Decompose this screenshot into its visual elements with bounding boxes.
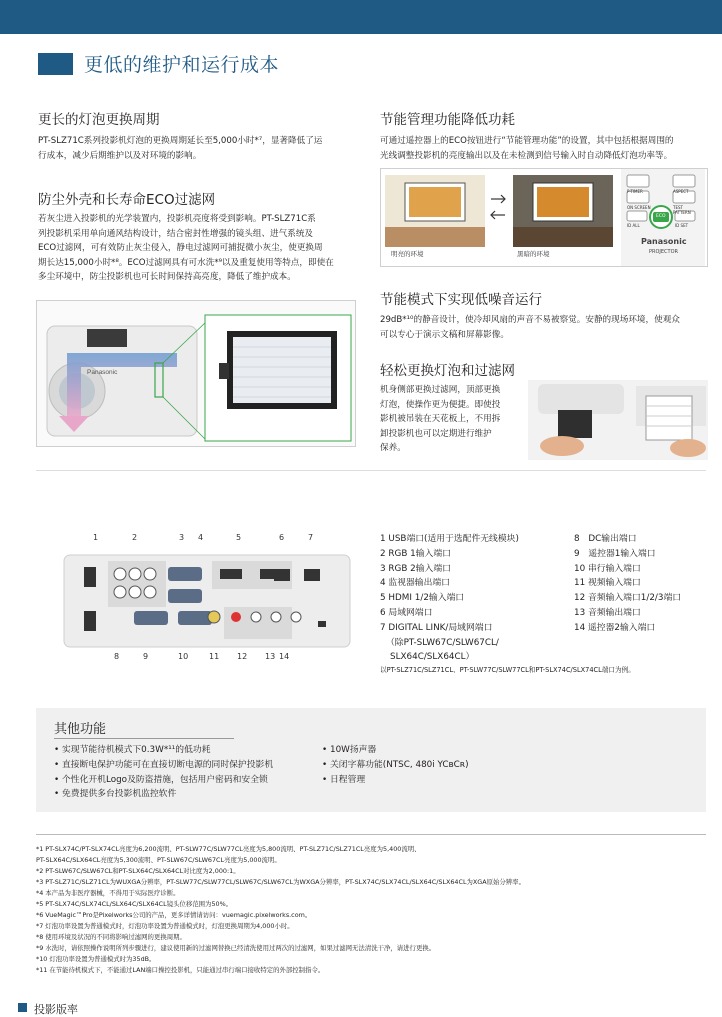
terminal-item: 5 HDMI 1/2输入端口 <box>380 593 465 604</box>
dust-line: 多尘环境中，防尘投影机也可长时间保持高亮度，降低了维护成本。 <box>38 272 296 283</box>
dust-filter-illustration <box>36 300 356 447</box>
terminal-item: SLX64C/SLX64CL） <box>390 652 475 663</box>
replace-line: 保养。 <box>380 443 406 454</box>
terminal-item: 2 RGB 1输入端口 <box>380 548 451 559</box>
dust-line: 列投影机采用单向通风结构设计，结合密封性增强的镜头组、进气系统及 <box>38 228 314 239</box>
terminal-list-left <box>380 532 519 665</box>
caption-dark: 黑暗的环境 <box>517 250 550 258</box>
lamp-heading: 更长的灯泡更换周期 <box>38 112 160 128</box>
feature-item: • 10W扬声器 <box>322 745 377 755</box>
noise-line: 29dB*¹⁰的静音设计，使冷却风扇的声音不易被察觉。安静的现场环境，使观众 <box>380 315 680 325</box>
terminal-panel <box>60 527 372 662</box>
footnote: *5 PT-SLX74C/SLX74CL/SLX64C/SLX64CL镜头位移范围为50%。 <box>36 900 233 908</box>
replace-heading: 轻松更换灯泡和过滤网 <box>380 363 515 379</box>
terminal-number: 14 <box>279 652 290 661</box>
noise-heading: 节能模式下实现低噪音运行 <box>380 292 542 308</box>
footnote: *7 灯泡功率设置为普通模式时，灯泡功率设置为普通模式时，灯泡更换周期为4,000小时。 <box>36 922 294 930</box>
eco-illustration <box>380 168 708 267</box>
replace-line: 灯泡，使操作更为便捷。即使投 <box>380 399 501 410</box>
other-list-right <box>322 743 469 787</box>
terminal-item: 3 RGB 2输入端口 <box>380 563 451 574</box>
remote-button-label: TEST PATTERN <box>673 205 691 215</box>
terminal-note: 以PT-SLZ71C/SLZ71CL、PT-SLW77C/SLW77CL和PT-SLX74C/SLX74CL端口为例。 <box>380 666 635 674</box>
remote-button-label: ID ALL <box>627 223 640 228</box>
footnote: *3 PT-SLZ71C/SLZ71CL为WUXGA分辨率，PT-SLW77C/SLW77CL/SLW67C/SLW67CL为WXGA分辨率，PT-SLX74C/SLX74CL/SLX64C/SLX64CL为XGA原始分辨率。 <box>36 878 525 886</box>
terminal-number: 3 <box>179 533 185 542</box>
footnote: *8 使用环境及状况的不同将影响过滤网的更换周期。 <box>36 933 186 941</box>
other-features-box <box>36 708 706 812</box>
noise-text <box>380 313 680 342</box>
replace-line: 影机被吊装在天花板上，不用拆 <box>380 414 501 425</box>
projector-airflow-graphic <box>37 301 355 446</box>
remote-sub: PROJECTOR <box>649 249 679 255</box>
terminal-number: 2 <box>132 533 138 542</box>
terminal-item: 14 遥控器2输入端口 <box>574 622 656 633</box>
terminal-number: 4 <box>198 533 204 542</box>
dust-line: 若灰尘进入投影机的光学装置内，投影机亮度将受到影响。PT-SLZ71C系 <box>38 214 316 224</box>
feature-item: • 实现节能待机模式下0.3W*¹¹的低功耗 <box>54 745 211 755</box>
eco-heading: 节能管理功能降低功耗 <box>380 112 515 128</box>
dust-line: 期长达15,000小时*⁸。ECO过滤网具有可水洗*⁹以及重复使用等特点，即使在 <box>38 257 334 268</box>
terminal-number: 6 <box>279 533 285 542</box>
terminal-item: 9 遥控器1输入端口 <box>574 548 656 559</box>
footnote-divider <box>36 834 706 835</box>
remote-button-label: ON SCREEN <box>627 205 651 210</box>
terminal-item: 7 DIGITAL LINK/局域网端口 <box>380 622 493 633</box>
terminal-number: 12 <box>237 652 248 661</box>
projector-brand: Panasonic <box>87 369 118 376</box>
terminal-item: 12 音频输入端口1/2/3端口 <box>574 593 682 604</box>
title-marker <box>38 53 73 75</box>
page-title: 更低的维护和运行成本 <box>84 54 280 76</box>
footnote: *11 在节能待机模式下，不能通过LAN端口操控投影机，只能通过串行端口接收特定的外部控制指令。 <box>36 966 325 974</box>
dust-heading: 防尘外壳和长寿命ECO过滤网 <box>38 192 216 208</box>
feature-item: • 直接断电保护功能可在直接切断电源的同时保护投影机 <box>54 759 274 770</box>
footnote: *6 VueMagic™Pro是Pixelworks公司的产品，更多详情请访问：vuemagic.pixelworks.com。 <box>36 911 312 919</box>
terminal-item: 11 视频输入端口 <box>574 578 641 589</box>
other-heading-rule <box>54 738 234 739</box>
replace-text <box>380 383 500 456</box>
footnote: *4 本产品为非医疗器械，不得用于实际医疗诊断。 <box>36 889 180 897</box>
footnotes <box>36 844 696 976</box>
remote-button-label: ID SET <box>675 223 689 228</box>
terminal-number: 7 <box>308 533 314 542</box>
terminal-number-labels <box>60 527 372 662</box>
footer-text: 投影版率 <box>34 1003 78 1016</box>
remote-brand: Panasonic <box>641 237 687 246</box>
feature-item: • 关闭字幕功能(NTSC, 480i YCʙCʀ) <box>322 759 469 770</box>
terminal-number: 5 <box>236 533 242 542</box>
terminal-item: 8 DC输出端口 <box>574 534 637 544</box>
remote-button-label: ASPECT <box>673 189 689 194</box>
terminal-item: 10 串行输入端口 <box>574 563 641 574</box>
terminal-number: 9 <box>143 652 149 661</box>
terminal-item: 4 监视器输出端口 <box>380 578 450 589</box>
footnote: PT-SLX64C/SLX64CL亮度为5,300流明、PT-SLW67C/SLW67CL亮度为5,000流明。 <box>36 856 281 864</box>
eco-text <box>380 134 674 163</box>
dust-line: ECO过滤网，可有效防止灰尘侵入，静电过滤网可捕捉微小灰尘，使更换周 <box>38 243 323 254</box>
top-banner <box>0 0 722 34</box>
section-divider <box>36 470 706 471</box>
footer-marker <box>18 1003 27 1012</box>
terminal-number: 13 <box>265 652 276 661</box>
feature-item: • 免费提供多台投影机监控软件 <box>54 789 177 800</box>
terminal-number: 1 <box>93 533 99 542</box>
terminal-number: 8 <box>114 652 120 661</box>
terminal-number: 11 <box>209 652 220 661</box>
replace-photo <box>528 380 708 460</box>
noise-line: 可以专心于演示文稿和屏幕影像。 <box>380 329 509 340</box>
other-list-left <box>54 743 273 802</box>
lamp-line: 行成本，减少后期维护以及对环境的影响。 <box>38 150 202 161</box>
eco-line: 可通过遥控器上的ECO按钮进行“节能管理功能”的设置，其中包括根据周围的 <box>380 136 674 146</box>
footnote: *1 PT-SLX74C/PT-SLX74CL亮度为6,200流明、PT-SLW77C/SLW77CL亮度为5,800流明、PT-SLZ71C/SLZ71CL亮度为5,400流明、 <box>36 845 421 853</box>
other-heading: 其他功能 <box>54 722 107 737</box>
footnote: *10 灯泡功率设置为普通模式时为35dB。 <box>36 955 156 963</box>
terminal-item: （除PT-SLW67C/SLW67CL/ <box>386 637 499 648</box>
replace-photo-graphic <box>528 380 708 460</box>
caption-bright: 明亮的环境 <box>391 250 424 258</box>
remote-button-label: P-TIMER <box>627 189 643 194</box>
eco-line: 光线调整投影机的亮度输出以及在未检测到信号输入时自动降低灯泡功率等。 <box>380 150 673 161</box>
terminal-number: 10 <box>178 652 189 661</box>
feature-item: • 个性化开机Logo及防盗措施，包括用户密码和安全锁 <box>54 774 268 785</box>
footnote: *2 PT-SLW67C/SLW67CL和PT-SLX64C/SLX64CL对比度为2,000:1。 <box>36 867 240 875</box>
replace-line: 卸投影机也可以定期进行维护 <box>380 428 492 439</box>
eco-button-label: ECO <box>656 214 666 219</box>
feature-item: • 日程管理 <box>322 774 366 785</box>
dust-text <box>38 212 334 285</box>
terminal-item: 13 音频输出端口 <box>574 607 641 618</box>
lamp-line: PT-SLZ71C系列投影机灯泡的更换周期延长至5,000小时*⁷，显著降低了运 <box>38 136 323 146</box>
terminal-item: 1 USB端口(适用于选配件无线模块) <box>380 534 519 544</box>
replace-line: 机身侧部更换过滤网，顶部更换 <box>380 385 501 395</box>
footnote: *9 水洗时，请依照操作说明所列步骤进行，建议使用新的过滤网替换已经清洗使用过两次的过滤网，如果过滤网无法清洗干净，请进行更换。 <box>36 944 436 952</box>
lamp-text <box>38 134 322 163</box>
terminal-list-right <box>574 532 681 636</box>
terminal-item: 6 局域网端口 <box>380 607 433 618</box>
